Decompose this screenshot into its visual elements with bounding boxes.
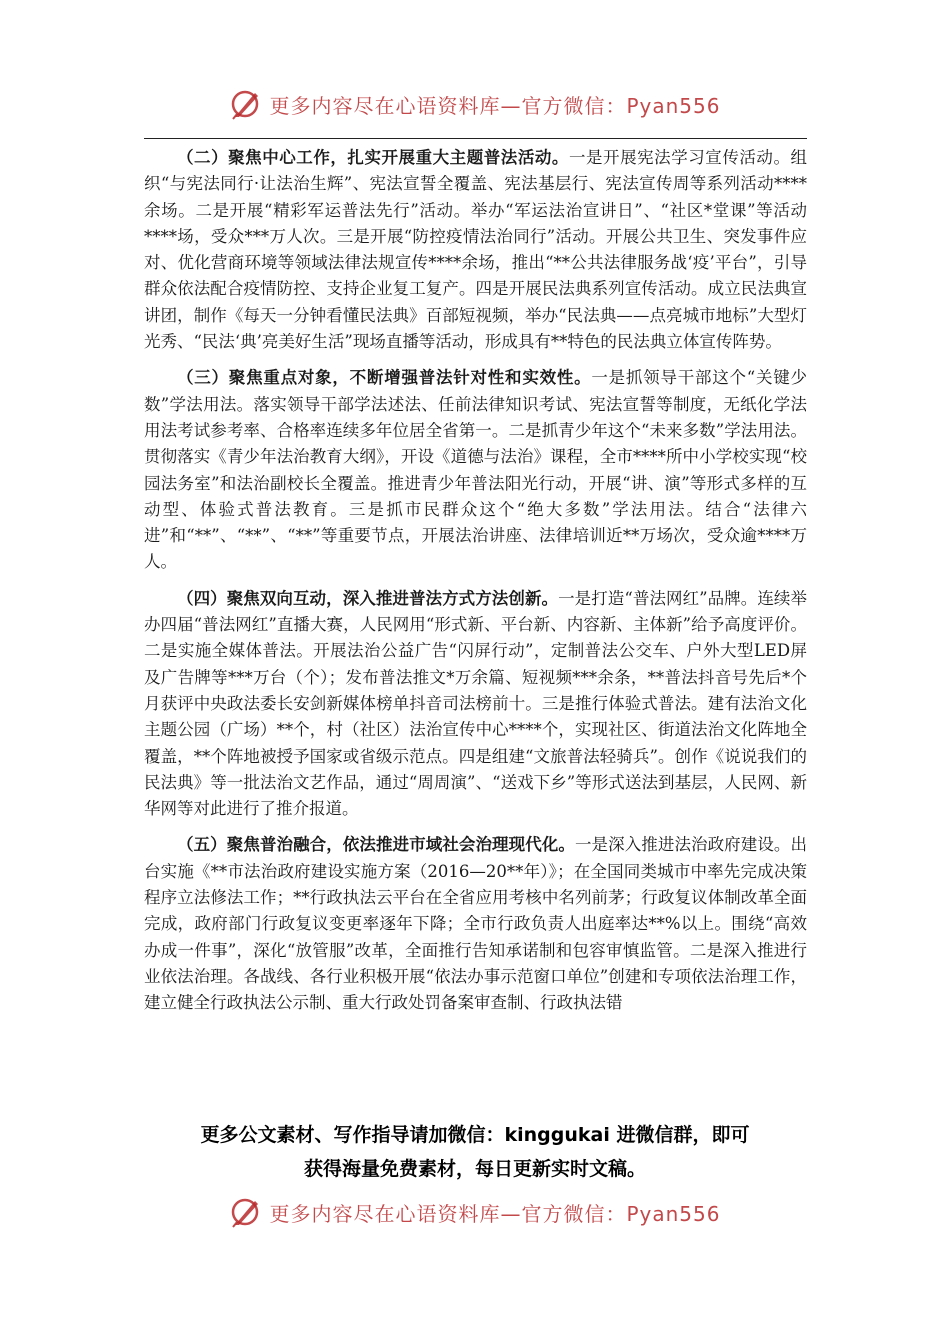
paragraph-heading: （四）聚焦双向互动，深入推进普法方式方法创新。 [177, 588, 559, 608]
notice-line-2: 获得海量免费素材，每日更新实时文稿。 [303, 1158, 646, 1180]
header-banner-text: 更多内容尽在心语资料库—官方微信：Pyan556 [269, 93, 721, 118]
quill-pen-logo-icon [229, 1195, 263, 1229]
paragraph-3 [144, 365, 807, 575]
paragraph-text: 一是开展宪法学习宣传活动。组织“与宪法同行·让法治生辉”、宪法宣誓全覆盖、宪法基层行、宪法宣传周等系列活动****余场。二是开展“精彩军运普法先行”活动。举办“军运法治宣讲日”、“社区*堂课”等活动****场，受众***万人次。三是开展“防控疫情法治同行”活动。开展公共卫生、突发事件应对、优化营商环境等领域法律法规宣传****余场，推出“**公共法律服务战‘疫’平台”，引导群众依法配合疫情防控、支持企业复工复产。四是开展民法典系列宣传活动。成立民法典宣讲团，制作《每天一分钟看懂民法典》百部短视频，举办“民法典——点亮城市地标”大型灯光秀、“民法‘典’亮美好生活”现场直播等活动，形成具有**特色的民法典立体宣传阵势。 [144, 148, 808, 352]
paragraph-5 [144, 832, 807, 1016]
footer-banner [0, 1192, 950, 1232]
paragraph-2 [144, 145, 807, 355]
paragraph-text: 一是抓领导干部这个“关键少数”学法用法。落实领导干部学法述法、任前法律知识考试、宪法宣誓等制度，无纸化学法用法考试参考率、合格率连续多年位居全省第一。二是抓青少年这个“未来多数”学法用法。贯彻落实《青少年法治教育大纲》，开设《道德与法治》课程，全市****所中小学校实现“校园法务室”和法治副校长全覆盖。推进青少年普法阳光行动，开展“讲、演”等形式多样的互动型、体验式普法教育。三是抓市民群众这个“绝大多数”学法用法。结合“法律六进”和“**”、“**”、“**”等重要节点，开展法治讲座、法律培训近**万场次，受众逾****万人。 [144, 368, 807, 572]
paragraph-heading: （三）聚焦重点对象，不断增强普法针对性和实效性。 [177, 368, 592, 388]
header-banner [0, 84, 950, 124]
paragraph-text: 一是打造“普法网红”品牌。连续举办四届“普法网红”直播大赛，人民网用“形式新、平台新、内容新、主体新”给予高度评价。二是实施全媒体普法。开展法治公益广告“闪屏行动”，定制普法公交车、户外大型LED屏及广告牌等***万台（个）；发布普法推文*万余篇、短视频***余条，**普法抖音号先后*个月获评中央政法委长安剑新媒体榜单抖音司法榜前十。三是推行体验式普法。建有法治文化主题公园（广场）**个，村（社区）法治宣传中心****个，实现社区、街道法治文化阵地全覆盖，**个阵地被授予国家或省级示范点。四是组建“文旅普法轻骑兵”。创作《说说我们的民法典》等一批法治文艺作品，通过“周周演”、“送戏下乡”等形式送法到基层，人民网、新华网等对此进行了推介报道。 [144, 588, 808, 819]
paragraph-4 [144, 586, 807, 823]
quill-pen-logo-icon [229, 87, 263, 121]
paragraph-text: 一是深入推进法治政府建设。出台实施《**市法治政府建设实施方案（2016—20**年）》；在全国同类城市中率先完成决策程序立法修法工作；**行政执法云平台在全省应用考核中名列前茅；行政复议体制改革全面完成，政府部门行政复议变更率逐年下降；全市行政负责人出庭率达**%以上。围绕“高效办成一件事”，深化“放管服”改革，全面推行告知承诺制和包容审慎监管。二是深入推进行业依法治理。各战线、各行业积极开展“依法办事示范窗口单位”创建和专项依法治理工作，建立健全行政执法公示制、重大行政处罚备案审查制、行政执法错 [144, 835, 808, 1013]
paragraph-heading: （二）聚焦中心工作，扎实开展重大主题普法活动。 [177, 148, 569, 167]
footer-banner-text: 更多内容尽在心语资料库—官方微信：Pyan556 [269, 1201, 721, 1226]
wechat-notice [140, 1118, 810, 1186]
notice-line-1: 更多公文素材、写作指导请加微信：kinggukai 进微信群，即可 [200, 1124, 750, 1146]
header-divider [144, 138, 807, 139]
document-body [144, 145, 807, 1027]
paragraph-heading: （五）聚焦普治融合，依法推进市域社会治理现代化。 [177, 835, 575, 855]
